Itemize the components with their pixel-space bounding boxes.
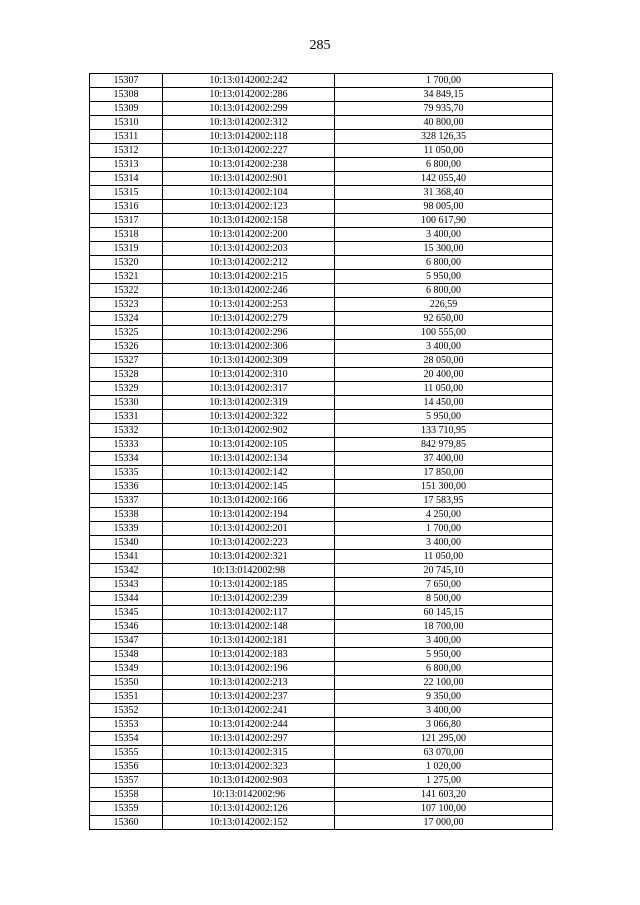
cadastral-number-cell: 10:13:0142002:152 <box>163 816 335 830</box>
table-row <box>90 284 553 298</box>
row-number-cell: 15321 <box>90 270 163 284</box>
table-row <box>90 382 553 396</box>
table-row <box>90 718 553 732</box>
value-cell: 28 050,00 <box>335 354 553 368</box>
row-number-cell: 15349 <box>90 662 163 676</box>
row-number-cell: 15317 <box>90 214 163 228</box>
cadastral-number-cell: 10:13:0142002:309 <box>163 354 335 368</box>
row-number-cell: 15351 <box>90 690 163 704</box>
table-row <box>90 648 553 662</box>
row-number-cell: 15347 <box>90 634 163 648</box>
row-number-cell: 15346 <box>90 620 163 634</box>
row-number-cell: 15360 <box>90 816 163 830</box>
row-number-cell: 15338 <box>90 508 163 522</box>
row-number-cell: 15355 <box>90 746 163 760</box>
value-cell: 17 850,00 <box>335 466 553 480</box>
table-row <box>90 732 553 746</box>
value-cell: 5 950,00 <box>335 410 553 424</box>
table-row <box>90 564 553 578</box>
table-row <box>90 452 553 466</box>
row-number-cell: 15316 <box>90 200 163 214</box>
cadastral-number-cell: 10:13:0142002:194 <box>163 508 335 522</box>
value-cell: 100 555,00 <box>335 326 553 340</box>
value-cell: 1 700,00 <box>335 522 553 536</box>
value-cell: 142 055,40 <box>335 172 553 186</box>
value-cell: 8 500,00 <box>335 592 553 606</box>
row-number-cell: 15356 <box>90 760 163 774</box>
value-cell: 6 800,00 <box>335 662 553 676</box>
value-cell: 11 050,00 <box>335 382 553 396</box>
row-number-cell: 15358 <box>90 788 163 802</box>
cadastral-number-cell: 10:13:0142002:319 <box>163 396 335 410</box>
cadastral-number-cell: 10:13:0142002:223 <box>163 536 335 550</box>
cadastral-number-cell: 10:13:0142002:134 <box>163 452 335 466</box>
value-cell: 79 935,70 <box>335 102 553 116</box>
cadastral-number-cell: 10:13:0142002:239 <box>163 592 335 606</box>
table-row <box>90 662 553 676</box>
table-row <box>90 494 553 508</box>
row-number-cell: 15309 <box>90 102 163 116</box>
row-number-cell: 15312 <box>90 144 163 158</box>
cadastral-number-cell: 10:13:0142002:242 <box>163 74 335 88</box>
row-number-cell: 15319 <box>90 242 163 256</box>
cadastral-number-cell: 10:13:0142002:203 <box>163 242 335 256</box>
value-cell: 14 450,00 <box>335 396 553 410</box>
table-row <box>90 802 553 816</box>
row-number-cell: 15320 <box>90 256 163 270</box>
cadastral-number-cell: 10:13:0142002:244 <box>163 718 335 732</box>
value-cell: 3 400,00 <box>335 340 553 354</box>
value-cell: 6 800,00 <box>335 284 553 298</box>
table-row <box>90 354 553 368</box>
cadastral-number-cell: 10:13:0142002:246 <box>163 284 335 298</box>
row-number-cell: 15354 <box>90 732 163 746</box>
table-row <box>90 340 553 354</box>
cadastral-number-cell: 10:13:0142002:123 <box>163 200 335 214</box>
row-number-cell: 15326 <box>90 340 163 354</box>
cadastral-number-cell: 10:13:0142002:286 <box>163 88 335 102</box>
cadastral-number-cell: 10:13:0142002:296 <box>163 326 335 340</box>
value-cell: 5 950,00 <box>335 270 553 284</box>
value-cell: 20 400,00 <box>335 368 553 382</box>
table-row <box>90 74 553 88</box>
value-cell: 20 745,10 <box>335 564 553 578</box>
cadastral-number-cell: 10:13:0142002:158 <box>163 214 335 228</box>
table-row <box>90 312 553 326</box>
row-number-cell: 15307 <box>90 74 163 88</box>
cadastral-number-cell: 10:13:0142002:148 <box>163 620 335 634</box>
value-cell: 121 295,00 <box>335 732 553 746</box>
cadastral-number-cell: 10:13:0142002:98 <box>163 564 335 578</box>
table-row <box>90 172 553 186</box>
value-cell: 328 126,35 <box>335 130 553 144</box>
row-number-cell: 15335 <box>90 466 163 480</box>
page-number: 285 <box>309 38 331 53</box>
cadastral-number-cell: 10:13:0142002:323 <box>163 760 335 774</box>
registry-table <box>89 73 553 830</box>
row-number-cell: 15323 <box>90 298 163 312</box>
cadastral-number-cell: 10:13:0142002:902 <box>163 424 335 438</box>
cadastral-number-cell: 10:13:0142002:117 <box>163 606 335 620</box>
cadastral-number-cell: 10:13:0142002:105 <box>163 438 335 452</box>
value-cell: 3 400,00 <box>335 634 553 648</box>
value-cell: 37 400,00 <box>335 452 553 466</box>
value-cell: 141 603,20 <box>335 788 553 802</box>
value-cell: 17 000,00 <box>335 816 553 830</box>
value-cell: 18 700,00 <box>335 620 553 634</box>
table-row <box>90 130 553 144</box>
cadastral-number-cell: 10:13:0142002:306 <box>163 340 335 354</box>
cadastral-number-cell: 10:13:0142002:297 <box>163 732 335 746</box>
cadastral-number-cell: 10:13:0142002:310 <box>163 368 335 382</box>
value-cell: 3 400,00 <box>335 704 553 718</box>
cadastral-number-cell: 10:13:0142002:241 <box>163 704 335 718</box>
table-row <box>90 788 553 802</box>
row-number-cell: 15308 <box>90 88 163 102</box>
value-cell: 133 710,95 <box>335 424 553 438</box>
cadastral-number-cell: 10:13:0142002:200 <box>163 228 335 242</box>
value-cell: 842 979,85 <box>335 438 553 452</box>
table-row <box>90 634 553 648</box>
cadastral-number-cell: 10:13:0142002:903 <box>163 774 335 788</box>
row-number-cell: 15336 <box>90 480 163 494</box>
cadastral-number-cell: 10:13:0142002:299 <box>163 102 335 116</box>
cadastral-number-cell: 10:13:0142002:185 <box>163 578 335 592</box>
row-number-cell: 15352 <box>90 704 163 718</box>
value-cell: 98 005,00 <box>335 200 553 214</box>
table-row <box>90 242 553 256</box>
value-cell: 3 400,00 <box>335 536 553 550</box>
row-number-cell: 15330 <box>90 396 163 410</box>
value-cell: 92 650,00 <box>335 312 553 326</box>
row-number-cell: 15324 <box>90 312 163 326</box>
row-number-cell: 15331 <box>90 410 163 424</box>
cadastral-number-cell: 10:13:0142002:227 <box>163 144 335 158</box>
table-row <box>90 410 553 424</box>
value-cell: 11 050,00 <box>335 550 553 564</box>
table-row <box>90 200 553 214</box>
row-number-cell: 15315 <box>90 186 163 200</box>
value-cell: 107 100,00 <box>335 802 553 816</box>
value-cell: 15 300,00 <box>335 242 553 256</box>
row-number-cell: 15332 <box>90 424 163 438</box>
row-number-cell: 15329 <box>90 382 163 396</box>
row-number-cell: 15359 <box>90 802 163 816</box>
value-cell: 151 300,00 <box>335 480 553 494</box>
table-row <box>90 116 553 130</box>
row-number-cell: 15322 <box>90 284 163 298</box>
value-cell: 3 066,80 <box>335 718 553 732</box>
value-cell: 1 700,00 <box>335 74 553 88</box>
row-number-cell: 15325 <box>90 326 163 340</box>
value-cell: 100 617,90 <box>335 214 553 228</box>
row-number-cell: 15313 <box>90 158 163 172</box>
table-row <box>90 774 553 788</box>
value-cell: 6 800,00 <box>335 256 553 270</box>
cadastral-number-cell: 10:13:0142002:213 <box>163 676 335 690</box>
value-cell: 31 368,40 <box>335 186 553 200</box>
value-cell: 17 583,95 <box>335 494 553 508</box>
table-row <box>90 536 553 550</box>
table-row <box>90 102 553 116</box>
value-cell: 226,59 <box>335 298 553 312</box>
row-number-cell: 15344 <box>90 592 163 606</box>
row-number-cell: 15339 <box>90 522 163 536</box>
table-row <box>90 368 553 382</box>
value-cell: 63 070,00 <box>335 746 553 760</box>
value-cell: 34 849,15 <box>335 88 553 102</box>
row-number-cell: 15348 <box>90 648 163 662</box>
table-row <box>90 466 553 480</box>
row-number-cell: 15310 <box>90 116 163 130</box>
value-cell: 9 350,00 <box>335 690 553 704</box>
table-row <box>90 690 553 704</box>
table-row <box>90 676 553 690</box>
row-number-cell: 15350 <box>90 676 163 690</box>
table-row <box>90 550 553 564</box>
table-row <box>90 522 553 536</box>
row-number-cell: 15318 <box>90 228 163 242</box>
cadastral-number-cell: 10:13:0142002:312 <box>163 116 335 130</box>
value-cell: 60 145,15 <box>335 606 553 620</box>
cadastral-number-cell: 10:13:0142002:317 <box>163 382 335 396</box>
table-row <box>90 606 553 620</box>
table-row <box>90 438 553 452</box>
table-row <box>90 424 553 438</box>
value-cell: 1 020,00 <box>335 760 553 774</box>
cadastral-number-cell: 10:13:0142002:315 <box>163 746 335 760</box>
value-cell: 40 800,00 <box>335 116 553 130</box>
table-row <box>90 508 553 522</box>
cadastral-number-cell: 10:13:0142002:181 <box>163 634 335 648</box>
row-number-cell: 15341 <box>90 550 163 564</box>
cadastral-number-cell: 10:13:0142002:196 <box>163 662 335 676</box>
row-number-cell: 15311 <box>90 130 163 144</box>
cadastral-number-cell: 10:13:0142002:166 <box>163 494 335 508</box>
cadastral-number-cell: 10:13:0142002:104 <box>163 186 335 200</box>
cadastral-number-cell: 10:13:0142002:321 <box>163 550 335 564</box>
row-number-cell: 15314 <box>90 172 163 186</box>
table-row <box>90 704 553 718</box>
table-row <box>90 578 553 592</box>
cadastral-number-cell: 10:13:0142002:279 <box>163 312 335 326</box>
cadastral-number-cell: 10:13:0142002:126 <box>163 802 335 816</box>
table-row <box>90 298 553 312</box>
row-number-cell: 15340 <box>90 536 163 550</box>
table-row <box>90 158 553 172</box>
table-row <box>90 144 553 158</box>
cadastral-number-cell: 10:13:0142002:118 <box>163 130 335 144</box>
cadastral-number-cell: 10:13:0142002:237 <box>163 690 335 704</box>
row-number-cell: 15328 <box>90 368 163 382</box>
row-number-cell: 15357 <box>90 774 163 788</box>
value-cell: 6 800,00 <box>335 158 553 172</box>
cadastral-number-cell: 10:13:0142002:201 <box>163 522 335 536</box>
row-number-cell: 15342 <box>90 564 163 578</box>
row-number-cell: 15337 <box>90 494 163 508</box>
table-row <box>90 480 553 494</box>
cadastral-number-cell: 10:13:0142002:96 <box>163 788 335 802</box>
row-number-cell: 15334 <box>90 452 163 466</box>
value-cell: 4 250,00 <box>335 508 553 522</box>
cadastral-number-cell: 10:13:0142002:215 <box>163 270 335 284</box>
row-number-cell: 15343 <box>90 578 163 592</box>
value-cell: 7 650,00 <box>335 578 553 592</box>
cadastral-number-cell: 10:13:0142002:238 <box>163 158 335 172</box>
table-row <box>90 592 553 606</box>
table-row <box>90 88 553 102</box>
table-row <box>90 760 553 774</box>
table-row <box>90 326 553 340</box>
table-row <box>90 620 553 634</box>
cadastral-number-cell: 10:13:0142002:183 <box>163 648 335 662</box>
cadastral-number-cell: 10:13:0142002:145 <box>163 480 335 494</box>
table-row <box>90 746 553 760</box>
value-cell: 11 050,00 <box>335 144 553 158</box>
cadastral-number-cell: 10:13:0142002:322 <box>163 410 335 424</box>
cadastral-number-cell: 10:13:0142002:253 <box>163 298 335 312</box>
row-number-cell: 15353 <box>90 718 163 732</box>
value-cell: 1 275,00 <box>335 774 553 788</box>
value-cell: 3 400,00 <box>335 228 553 242</box>
table-row <box>90 186 553 200</box>
table-row <box>90 256 553 270</box>
table-row <box>90 396 553 410</box>
table-row <box>90 228 553 242</box>
table-row <box>90 816 553 830</box>
cadastral-number-cell: 10:13:0142002:142 <box>163 466 335 480</box>
table-row <box>90 270 553 284</box>
row-number-cell: 15327 <box>90 354 163 368</box>
table-row <box>90 214 553 228</box>
cadastral-number-cell: 10:13:0142002:212 <box>163 256 335 270</box>
row-number-cell: 15333 <box>90 438 163 452</box>
row-number-cell: 15345 <box>90 606 163 620</box>
value-cell: 22 100,00 <box>335 676 553 690</box>
cadastral-number-cell: 10:13:0142002:901 <box>163 172 335 186</box>
value-cell: 5 950,00 <box>335 648 553 662</box>
registry-table-body <box>90 74 553 830</box>
